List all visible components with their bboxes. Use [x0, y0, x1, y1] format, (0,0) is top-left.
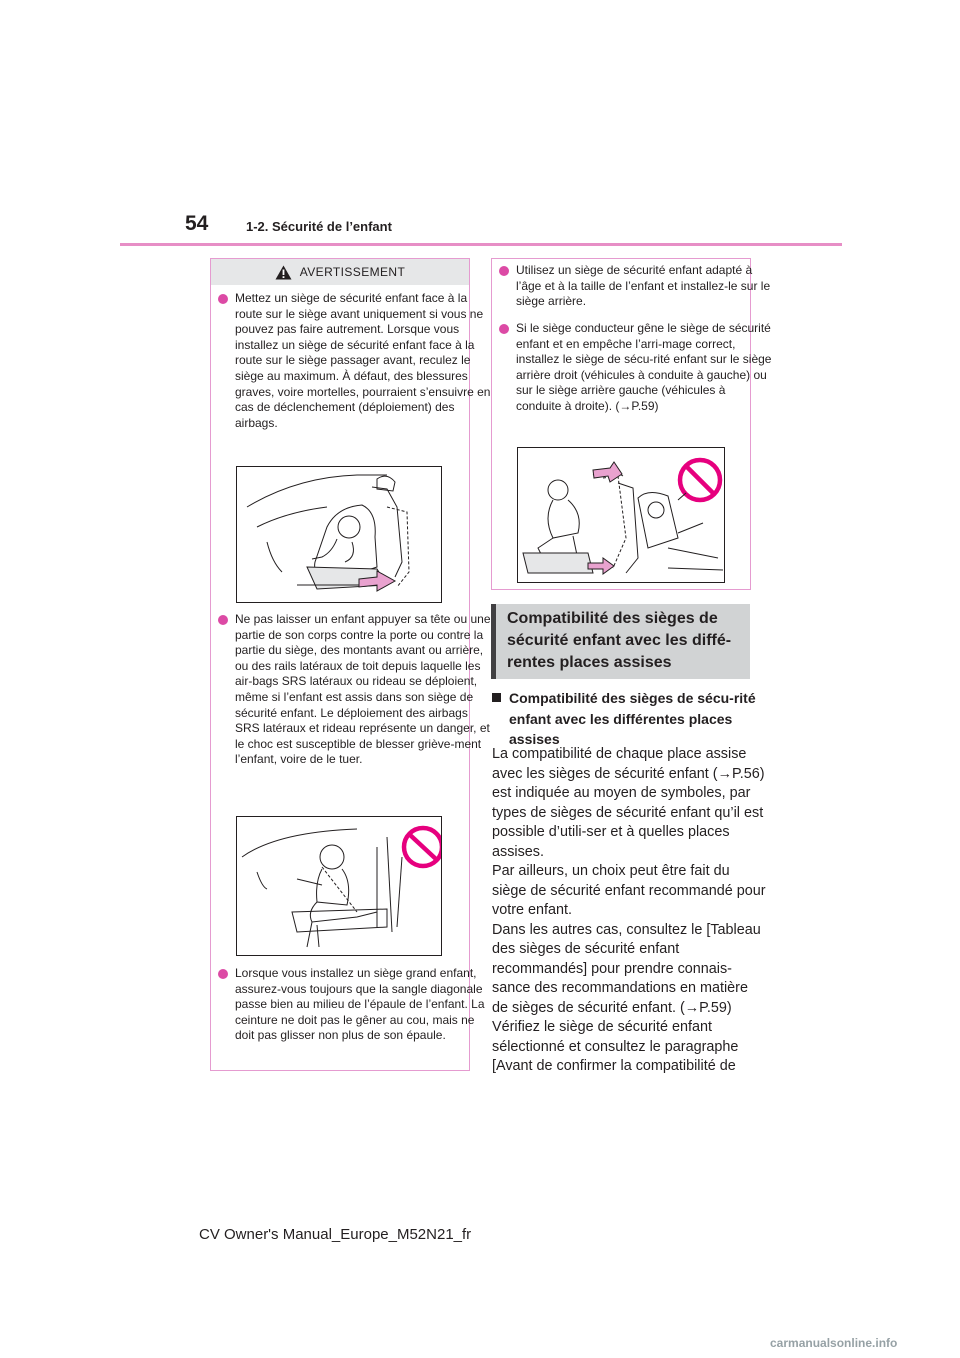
section-heading: Compatibilité des sièges de sécurité enfant avec les diffé-rentes places assises	[507, 610, 732, 671]
bullet-dot-icon	[218, 294, 228, 304]
header-rule	[120, 243, 842, 246]
warning-triangle-icon	[275, 265, 292, 280]
warning-bullet-text: Mettez un siège de sécurité enfant face à la route sur le siège avant uniquement si vous ne pouvez pas faire autrement. Lorsque vous installez un siège de sécurité enfant face à la route sur le siège passager avant, reculez le siège au maximum. À défaut, des blessures graves, voire mortelles, pourraient s’ensuivre en cas de déclenchement (déploiement) des airbags.	[235, 291, 491, 430]
body-paragraph: Dans les autres cas, consultez le [Tableau des sièges de sécurité enfant recommandés] pour prendre connais-sance des recommandations en matière de sièges de sécurité enfant. (→P.59)	[492, 921, 761, 1016]
bullet-dot-icon	[218, 615, 228, 625]
warning-bullet-text: Lorsque vous installez un siège grand enfant, assurez-vous toujours que la sangle diagonale passe bien au milieu de l’épaule de l’enfant. La ceinture ne doit pas le gêner au cou, mais ne doit pas glisser non plus de son épaule.	[235, 966, 485, 1043]
body-paragraph: Par ailleurs, un choix peut être fait du siège de sécurité enfant recommandé pour votre enfant.	[492, 863, 766, 918]
subheading-text: Compatibilité des sièges de sécu-rité enfant avec les différentes places assises	[509, 690, 756, 747]
warning-bullet	[217, 612, 491, 768]
warning-bullet-text: Ne pas laisser un enfant appuyer sa tête ou une partie de son corps contre la porte ou contre la partie du siège, des montants avant ou arrière, ou des rails latéraux de toit depuis laquelle les air-bags SRS latéraux ou rideau se déploient, même si l’enfant est assis dans son siège de sécurité enfant. Le déploiement des airbags SRS latéraux et rideau représente un danger, et le choc est susceptible de blesser griève-ment l’enfant, voire de le tuer.	[235, 612, 491, 767]
body-text	[492, 745, 767, 1077]
subheading	[492, 688, 760, 750]
warning-bullet	[217, 966, 491, 1044]
caution-continuation-box	[491, 258, 772, 590]
warning-bullet	[217, 291, 491, 431]
body-paragraph: La compatibilité de chaque place assise avec les sièges de sécurité enfant (→P.56) est indiquée au moyen de symboles, par types de sièges de sécurité enfant qu’il est possible d’utili-ser et à quelles places assises.	[492, 746, 765, 860]
section-title: 1-2. Sécurité de l’enfant	[246, 219, 392, 234]
square-bullet-icon	[492, 693, 501, 702]
page-number: 54	[185, 212, 209, 235]
caution-bullet	[498, 263, 772, 310]
warning-header	[211, 259, 469, 285]
warning-box	[210, 258, 491, 1071]
section-heading-box	[491, 604, 750, 679]
bullet-dot-icon	[218, 969, 228, 979]
watermark: carmanualsonline.info	[770, 1336, 898, 1350]
body-paragraph: Vérifiez le siège de sécurité enfant sélectionné et consultez le paragraphe [Avant de confirmer la compatibilité de	[492, 1019, 739, 1074]
caution-bullet-text: Utilisez un siège de sécurité enfant adapté à l’âge et à la taille de l’enfant et installez-le sur le siège arrière.	[516, 263, 771, 309]
caution-bullet	[498, 321, 772, 415]
footer-text: CV Owner's Manual_Europe_M52N21_fr	[199, 1226, 472, 1243]
caution-bullet-text: Si le siège conducteur gêne le siège de sécurité enfant et en empêche l’arri-mage correct, installez le siège de sécu-rité enfant sur le siège arrière droit (véhicules à conduite à gauche) ou sur le siège arrière gauche (véhicules à conduite à droite). (→P.59)	[516, 321, 772, 413]
bullet-dot-icon	[499, 324, 509, 334]
warning-title: AVERTISSEMENT	[299, 265, 406, 279]
illustration-child-leaning-door	[236, 816, 442, 956]
bullet-dot-icon	[499, 266, 509, 276]
illustration-front-seat-child-seat	[236, 466, 442, 603]
illustration-driver-seat-interference	[517, 447, 725, 583]
